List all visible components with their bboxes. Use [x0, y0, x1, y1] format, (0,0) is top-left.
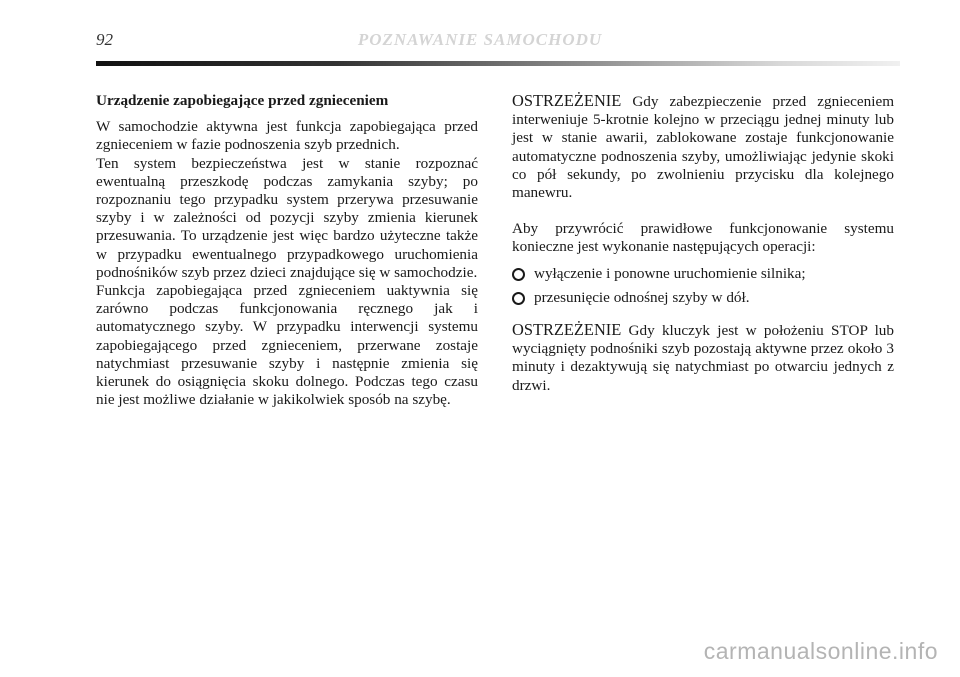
paragraph-1: W samochodzie aktywna jest funkcja zapobiegająca przed zgnieceniem w fazie podnoszenia szyb przednich.: [96, 118, 478, 154]
warning-text-2: Gdy kluczyk jest w położeniu STOP lub wyciągnięty podnośniki szyb pozostają aktywne przez około 3 minuty i dezaktywują się natychmiast po otwarciu jednych z drzwi.: [512, 322, 894, 394]
warning-label-2: OSTRZEŻENIE: [512, 320, 622, 340]
step-text: przesunięcie odnośnej szyby w dół.: [534, 288, 750, 306]
circle-bullet-icon: [512, 292, 525, 305]
warning-label-1: OSTRZEŻENIE: [512, 91, 622, 110]
paragraph-2: Ten system bezpieczeństwa jest w stanie rozpoznać ewentualną przeszkodę podczas zamykania szyby; po rozpoznaniu tego przypadku system przerywa przesuwanie szyby i w zależności od pozycji szyby zmienia kierunek przesuwania. To urządzenie jest więc bardzo użyteczne także w przypadku ewentualnego przypadkowego uruchomienia podnośników szyb przez dzieci znajdujące się w samochodzie.: [96, 154, 478, 281]
section-title: POZNAWANIE SAMOCHODU: [357, 30, 603, 49]
right-column: [512, 92, 894, 395]
circle-bullet-icon: [512, 268, 525, 281]
warning-block-2: [512, 321, 894, 395]
page-number: 92: [96, 30, 113, 49]
watermark: carmanualsonline.info: [703, 638, 938, 664]
step-text: wyłączenie i ponowne uruchomienie silnika;: [534, 264, 806, 282]
section-heading: Urządzenie zapobiegające przed zgnieceniem: [96, 92, 389, 109]
warning-block-1: [512, 92, 894, 202]
header-rule: [96, 61, 900, 66]
restore-intro: Aby przywrócić prawidłowe funkcjonowanie systemu konieczne jest wykonanie następujących operacji:: [512, 220, 894, 256]
list-item: [512, 265, 894, 283]
left-column: [96, 92, 478, 409]
paragraph-3: Funkcja zapobiegająca przed zgnieceniem uaktywnia się zarówno podczas funkcjonowania ręcznego jak i automatycznego szyby. W przypadku interwencji systemu zapobiegającego przed zgnieceniem, przerwane zostaje natychmiast przesuwanie szyby i następnie zmienia się kierunek do osiągnięcia skoku dolnego. Podczas tego czasu nie jest możliwe działanie w jakikolwiek sposób na szybę.: [96, 282, 478, 409]
list-item: [512, 289, 894, 307]
warning-text-1: Gdy zabezpieczenie przed zgnieceniem interweniuje 5-krotnie kolejno w przeciągu jednej minuty lub jest w stanie awarii, zablokowane zostaje funkcjonowanie automatyczne podnoszenia szyby, umożliwiając jedynie skoki co pół sekundy, po zwolnieniu przycisku dla kolejnego manewru.: [512, 93, 895, 202]
restore-steps-list: [512, 265, 894, 307]
